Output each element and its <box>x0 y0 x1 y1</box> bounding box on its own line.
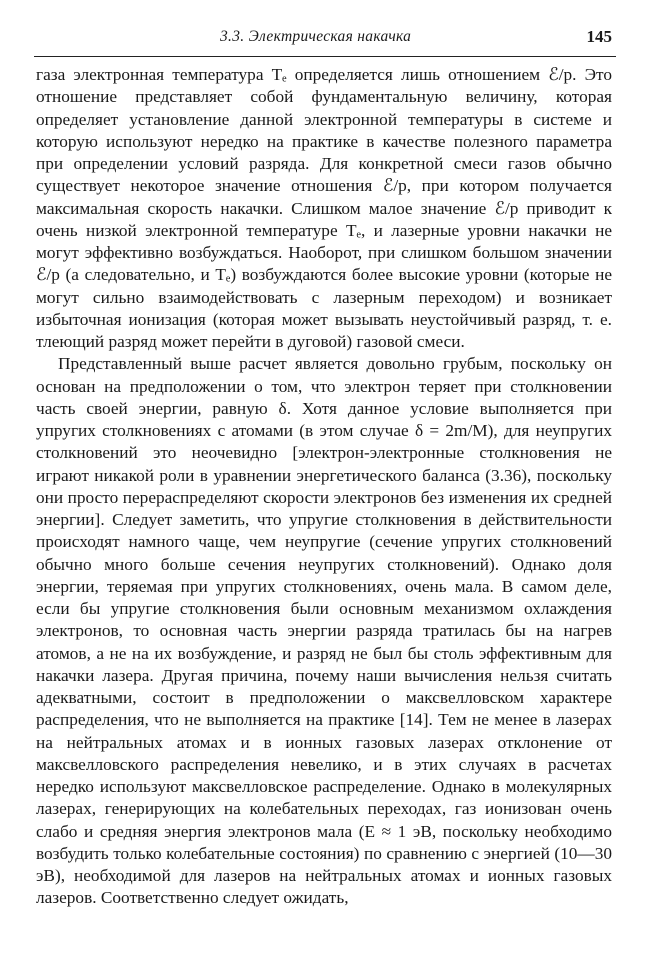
running-header <box>34 28 616 50</box>
paragraph: Представленный выше расчет является довольно грубым, поскольку он основан на предположении о том, что электрон теряет при столкновении часть своей энергии, равную δ. Хотя данное условие выполняется при упругих столкновениях с атомами (в этом случае δ = 2m/M), для неупругих столкновений это неочевидно [электрон-электронные столкновения не играют никакой роли в уравнении энергетического баланса (3.36), поскольку они просто перераспределяют скорости электронов без изменения их средней энергии]. Следует заметить, что упругие столкновения в действительности происходят намного чаще, чем неупругие (сечение упругих столкновений обычно много больше сечения неупругих столкновений). Однако доля энергии, теряемая при упругих столкновениях, очень мала. В самом деле, если бы упругие столкновения были основным механизмом охлаждения электронов, то основная часть энергии разряда тратилась бы на нагрев атомов, а не на их возбуждение, и разряд не был бы столь эффективным для накачки лазера. Другая причина, почему наши вычисления нельзя считать адекватными, состоит в предположении о максвелловском характере распределения, что не выполняется на практике [14]. Тем не менее в лазерах на нейтральных атомах и в ионных газовых лазерах отклонение от максвелловского распределения невелико, и в этих случаях в расчетах нередко используют максвелловское распределение. Однако в молекулярных лазерах, генерирующих на колебательных переходах, газ ионизован очень слабо и средняя энергия электронов мала (E ≈ 1 эВ, поскольку необходимо возбудить только колебательные состояния) по сравнению с энергией (10—30 эВ), необходимой для лазеров на нейтральных атомах и ионных газовых лазеров. Соответственно следует ожидать, <box>36 354 612 908</box>
running-title: 3.3. Электрическая накачка <box>220 28 412 45</box>
page-number: 145 <box>586 27 612 46</box>
header-rule <box>34 56 616 57</box>
body-text <box>36 64 612 910</box>
paragraph-continuation: газа электронная температура Tₑ определяется лишь отношением ℰ/p. Это отношение представляет собой фундаментальную величину, которая определяет установление данной электронной температуры в системе и которую используют нередко на практике в качестве полезного параметра при определении условий разряда. Для конкретной смеси газов обычно существует некоторое значение отношения ℰ/p, при котором получается максимальная скорость накачки. Слишком малое значение ℰ/p приводит к очень низкой электронной температуре Tₑ, и лазерные уровни накачки не могут эффективно возбуждаться. Наоборот, при слишком большом значении ℰ/p (а следовательно, и Tₑ) возбуждаются более высокие уровни (которые не могут сильно взаимодействовать с лазерным переходом) и возникает избыточная ионизация (которая может вызывать неустойчивый разряд, т. е. тлеющий разряд может перейти в дуговой) газовой смеси. <box>36 65 612 351</box>
